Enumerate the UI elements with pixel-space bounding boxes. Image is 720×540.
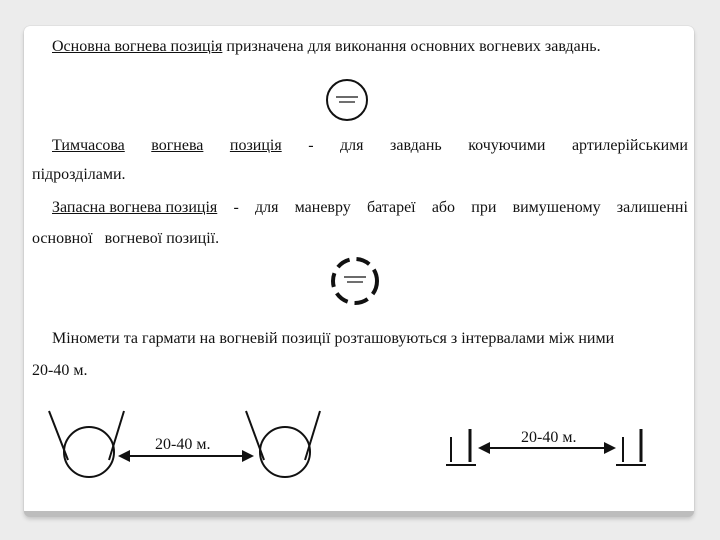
word-at: при — [471, 199, 497, 216]
word-dash-2: - — [233, 199, 239, 216]
main-position-description: призначена для виконання основних вогневих завдань. — [222, 38, 601, 55]
word-artillery: артилерійськими — [571, 137, 688, 154]
continuation-main: основної — [32, 230, 93, 247]
paragraph-intervals: Міномети та гармати на вогневій позиції розташовуються з інтервалами між ними — [52, 330, 615, 347]
gun-interval-label: 20-40 м. — [521, 429, 577, 446]
term-main-position: Основна вогнева позиція — [52, 38, 223, 55]
mortar-interval-label: 20-40 м. — [155, 436, 211, 453]
word-or: або — [431, 199, 456, 216]
word-position: позиція — [229, 137, 282, 154]
word-maneuver: маневру — [294, 199, 351, 216]
word-temporary: Тимчасова — [52, 137, 125, 154]
word-tasks: завдань — [390, 137, 442, 154]
gun-symbol-left — [446, 429, 476, 465]
continuation-fire-position: вогневої позиції. — [104, 230, 220, 247]
word-battery: батареї — [366, 199, 416, 216]
reserve-position-symbol — [333, 259, 377, 303]
word-forced: вимушеному — [512, 199, 601, 216]
word-leaving: залишенні — [616, 199, 688, 216]
gun-symbol-right — [616, 429, 646, 465]
mortar-symbol-right — [246, 411, 320, 477]
term-reserve-position: Запасна вогнева позиція — [52, 199, 218, 216]
main-position-symbol — [327, 80, 367, 120]
intervals-continuation: 20-40 м. — [32, 362, 88, 379]
temporary-position-continuation: підрозділами. — [32, 166, 126, 183]
word-fire: вогнева — [151, 137, 204, 154]
word-for: для — [340, 137, 364, 154]
word-roaming: кочуючими — [468, 137, 546, 154]
word-for-2: для — [254, 199, 279, 216]
mortar-symbol-left — [49, 411, 124, 477]
word-dash: - — [308, 137, 314, 154]
